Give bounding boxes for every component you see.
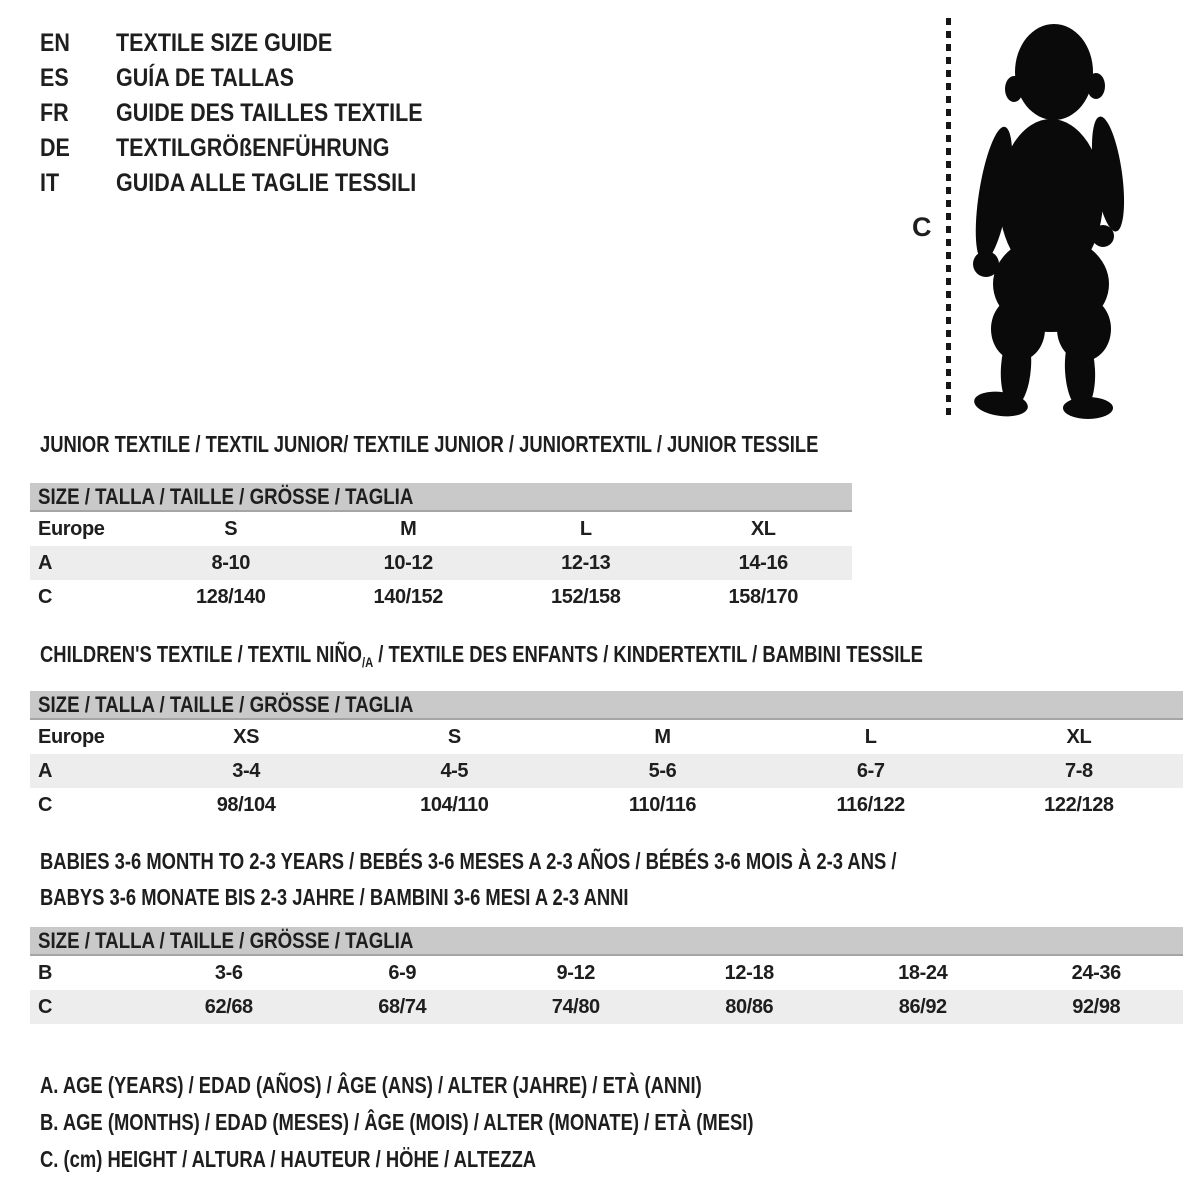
children-age-row	[30, 754, 1183, 788]
children-title-subscript: /A	[361, 654, 374, 670]
children-sizes-row	[30, 720, 1183, 754]
legend-line-height-text: C. (cm) HEIGHT / ALTURA / HAUTEUR / HÖHE / ALTEZZA	[40, 1146, 537, 1172]
row-label: C	[38, 995, 53, 1018]
months-cell: 12-18	[724, 961, 774, 984]
height-cell: 74/80	[551, 995, 600, 1018]
row-label: A	[38, 551, 53, 574]
junior-size-header-band	[30, 483, 852, 512]
row-label: A	[38, 759, 53, 782]
height-cell: 110/116	[628, 793, 697, 816]
babies-section-title	[40, 847, 1111, 919]
row-label: C	[38, 793, 53, 816]
age-cell: 8-10	[211, 551, 250, 574]
children-title-rest: / TEXTILE DES ENFANTS / KINDERTEXTIL / BAMBINI TESSILE	[373, 641, 923, 667]
language-row-it	[40, 166, 473, 201]
measure-legend	[40, 1072, 932, 1183]
children-size-header-band	[30, 691, 1183, 720]
children-section-title-text	[40, 640, 923, 676]
months-cell: 9-12	[556, 961, 595, 984]
guide-title-es: GUÍA DE TALLAS	[116, 64, 294, 92]
row-label: C	[38, 585, 53, 608]
size-cell: M	[654, 725, 671, 748]
height-cell: 98/104	[216, 793, 276, 816]
size-cell: S	[224, 517, 238, 540]
guide-title-it: GUIDA ALLE TAGLIE TESSILI	[116, 169, 417, 197]
size-cell: L	[579, 517, 592, 540]
height-cell: 62/68	[204, 995, 253, 1018]
children-size-table	[30, 691, 1183, 822]
babies-height-row	[30, 990, 1183, 1024]
legend-line-height	[40, 1146, 932, 1183]
height-cell: 68/74	[378, 995, 427, 1018]
height-cell: 122/128	[1044, 793, 1114, 816]
row-label: B	[38, 961, 53, 984]
size-cell: M	[400, 517, 417, 540]
age-cell: 7-8	[1065, 759, 1093, 782]
junior-size-table	[30, 483, 852, 614]
size-cell: L	[864, 725, 877, 748]
height-cell: 158/170	[728, 585, 798, 608]
age-cell: 4-5	[440, 759, 469, 782]
age-cell: 3-4	[232, 759, 260, 782]
babies-title-line1: BABIES 3-6 MONTH TO 2-3 YEARS / BEBÉS 3-6 MESES A 2-3 AÑOS / BÉBÉS 3-6 MOIS À 2-3 ANS /	[40, 848, 897, 874]
language-row-en	[40, 26, 473, 61]
toddler-silhouette	[956, 14, 1146, 424]
months-cell: 24-36	[1071, 961, 1121, 984]
legend-line-age-years-text: A. AGE (YEARS) / EDAD (AÑOS) / ÂGE (ANS) / ALTER (JAHRE) / ETÀ (ANNI)	[40, 1072, 702, 1098]
junior-age-row	[30, 546, 852, 580]
size-cell: S	[447, 725, 461, 748]
junior-height-row	[30, 580, 852, 614]
language-row-es	[40, 61, 473, 96]
babies-title-line2: BABYS 3-6 MONATE BIS 2-3 JAHRE / BAMBINI 3-6 MESI A 2-3 ANNI	[40, 884, 629, 910]
height-cell: 152/158	[551, 585, 621, 608]
age-cell: 10-12	[383, 551, 433, 574]
size-cell: XL	[750, 517, 776, 540]
guide-title-de: TEXTILGRÖßENFÜHRUNG	[116, 134, 390, 162]
legend-line-age-months	[40, 1109, 932, 1146]
age-cell: 12-13	[561, 551, 611, 574]
language-code-en: EN	[40, 29, 70, 57]
height-cell: 104/110	[420, 793, 489, 816]
row-label: Europe	[38, 725, 105, 748]
junior-section-title-text: JUNIOR TEXTILE / TEXTIL JUNIOR/ TEXTILE JUNIOR / JUNIORTEXTIL / JUNIOR TESSILE	[40, 431, 819, 457]
language-code-it: IT	[40, 169, 60, 197]
age-cell: 5-6	[648, 759, 677, 782]
height-measure-dotted-line	[946, 18, 951, 418]
height-measure-label: C	[912, 212, 932, 242]
height-cell: 116/122	[836, 793, 905, 816]
legend-line-age-years	[40, 1072, 932, 1109]
language-code-de: DE	[40, 134, 70, 162]
babies-size-table	[30, 927, 1183, 1024]
size-cell: XL	[1066, 725, 1092, 748]
language-row-de	[40, 131, 473, 166]
months-cell: 6-9	[388, 961, 417, 984]
months-cell: 18-24	[898, 961, 948, 984]
age-cell: 6-7	[856, 759, 885, 782]
babies-months-row	[30, 956, 1183, 990]
height-cell: 92/98	[1072, 995, 1121, 1018]
height-cell: 80/86	[725, 995, 774, 1018]
size-header-label: SIZE / TALLA / TAILLE / GRÖSSE / TAGLIA	[38, 483, 414, 509]
language-code-es: ES	[40, 64, 69, 92]
height-cell: 128/140	[196, 585, 266, 608]
age-cell: 14-16	[738, 551, 788, 574]
junior-sizes-row	[30, 512, 852, 546]
size-header-label: SIZE / TALLA / TAILLE / GRÖSSE / TAGLIA	[38, 691, 414, 717]
junior-section-title	[40, 430, 1013, 458]
guide-title-fr: GUIDE DES TAILLES TEXTILE	[116, 99, 423, 127]
height-cell: 140/152	[373, 585, 443, 608]
size-cell: XS	[233, 725, 260, 748]
size-header-label: SIZE / TALLA / TAILLE / GRÖSSE / TAGLIA	[38, 927, 414, 953]
language-title-list	[40, 26, 473, 201]
row-label: Europe	[38, 517, 105, 540]
children-height-row	[30, 788, 1183, 822]
children-title-main: CHILDREN'S TEXTILE / TEXTIL NIÑO	[40, 641, 362, 667]
legend-line-age-months-text: B. AGE (MONTHS) / EDAD (MESES) / ÂGE (MOIS) / ALTER (MONATE) / ETÀ (MESI)	[40, 1109, 754, 1135]
language-row-fr	[40, 96, 473, 131]
guide-title-en: TEXTILE SIZE GUIDE	[116, 29, 333, 57]
children-section-title	[40, 640, 1144, 676]
height-cell: 86/92	[898, 995, 947, 1018]
months-cell: 3-6	[214, 961, 243, 984]
language-code-fr: FR	[40, 99, 69, 127]
babies-size-header-band	[30, 927, 1183, 956]
